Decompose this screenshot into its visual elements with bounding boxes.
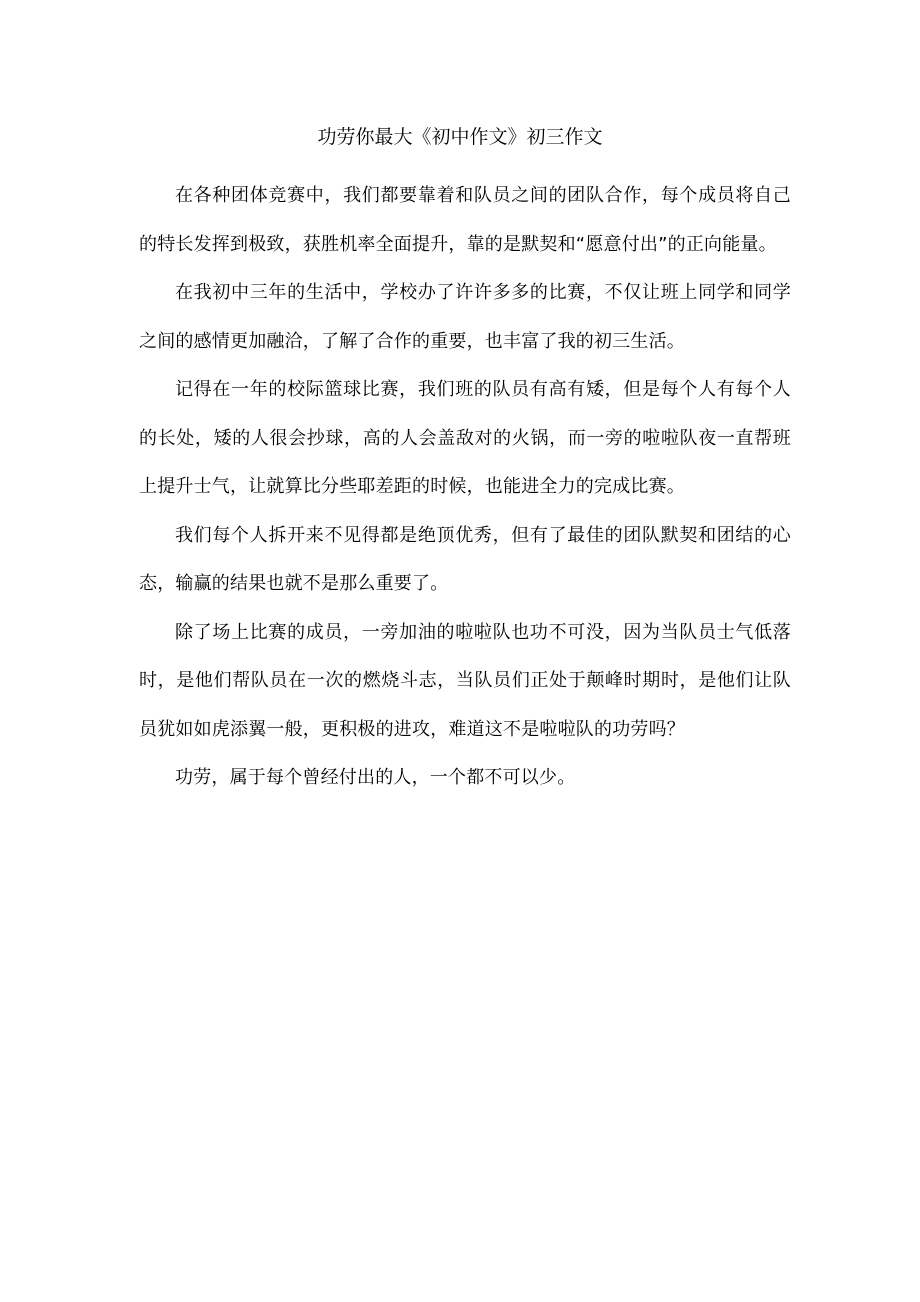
- paragraph-4: 我们每个人拆开来不见得都是绝顶优秀，但有了最佳的团队默契和团结的心态，输赢的结果也就不是那么重要了。: [139, 524, 791, 594]
- paragraph-2: 在我初中三年的生活中，学校办了许许多多的比赛，不仅让班上同学和同学之间的感情更加融洽，了解了合作的重要，也丰富了我的初三生活。: [139, 282, 791, 352]
- paragraph-5: 除了场上比赛的成员，一旁加油的啦啦队也功不可没，因为当队员士气低落时，是他们帮队员在一次的燃烧斗志，当队员们正处于颠峰时期时，是他们让队员犹如如虎添翼一般，更积极的进攻，难道这不是啦啦队的功劳吗？: [139, 621, 791, 740]
- page-title: 功劳你最大《初中作文》初三作文: [317, 126, 603, 148]
- paragraph-3: 记得在一年的校际篮球比赛，我们班的队员有高有矮，但是每个人有每个人的长处，矮的人很会抄球，高的人会盖敌对的火锅，而一旁的啦啦队夜一直帮班上提升士气，让就算比分些耶差距的时候，也能进全力的完成比赛。: [139, 379, 791, 497]
- paragraph-1: 在各种团体竞赛中，我们都要靠着和队员之间的团队合作，每个成员将自己的特长发挥到极致，获胜机率全面提升，靠的是默契和“愿意付出”的正向能量。: [139, 185, 791, 255]
- essay-body: [139, 172, 791, 803]
- paragraph-6: 功劳，属于每个曾经付出的人，一个都不可以少。: [175, 767, 576, 788]
